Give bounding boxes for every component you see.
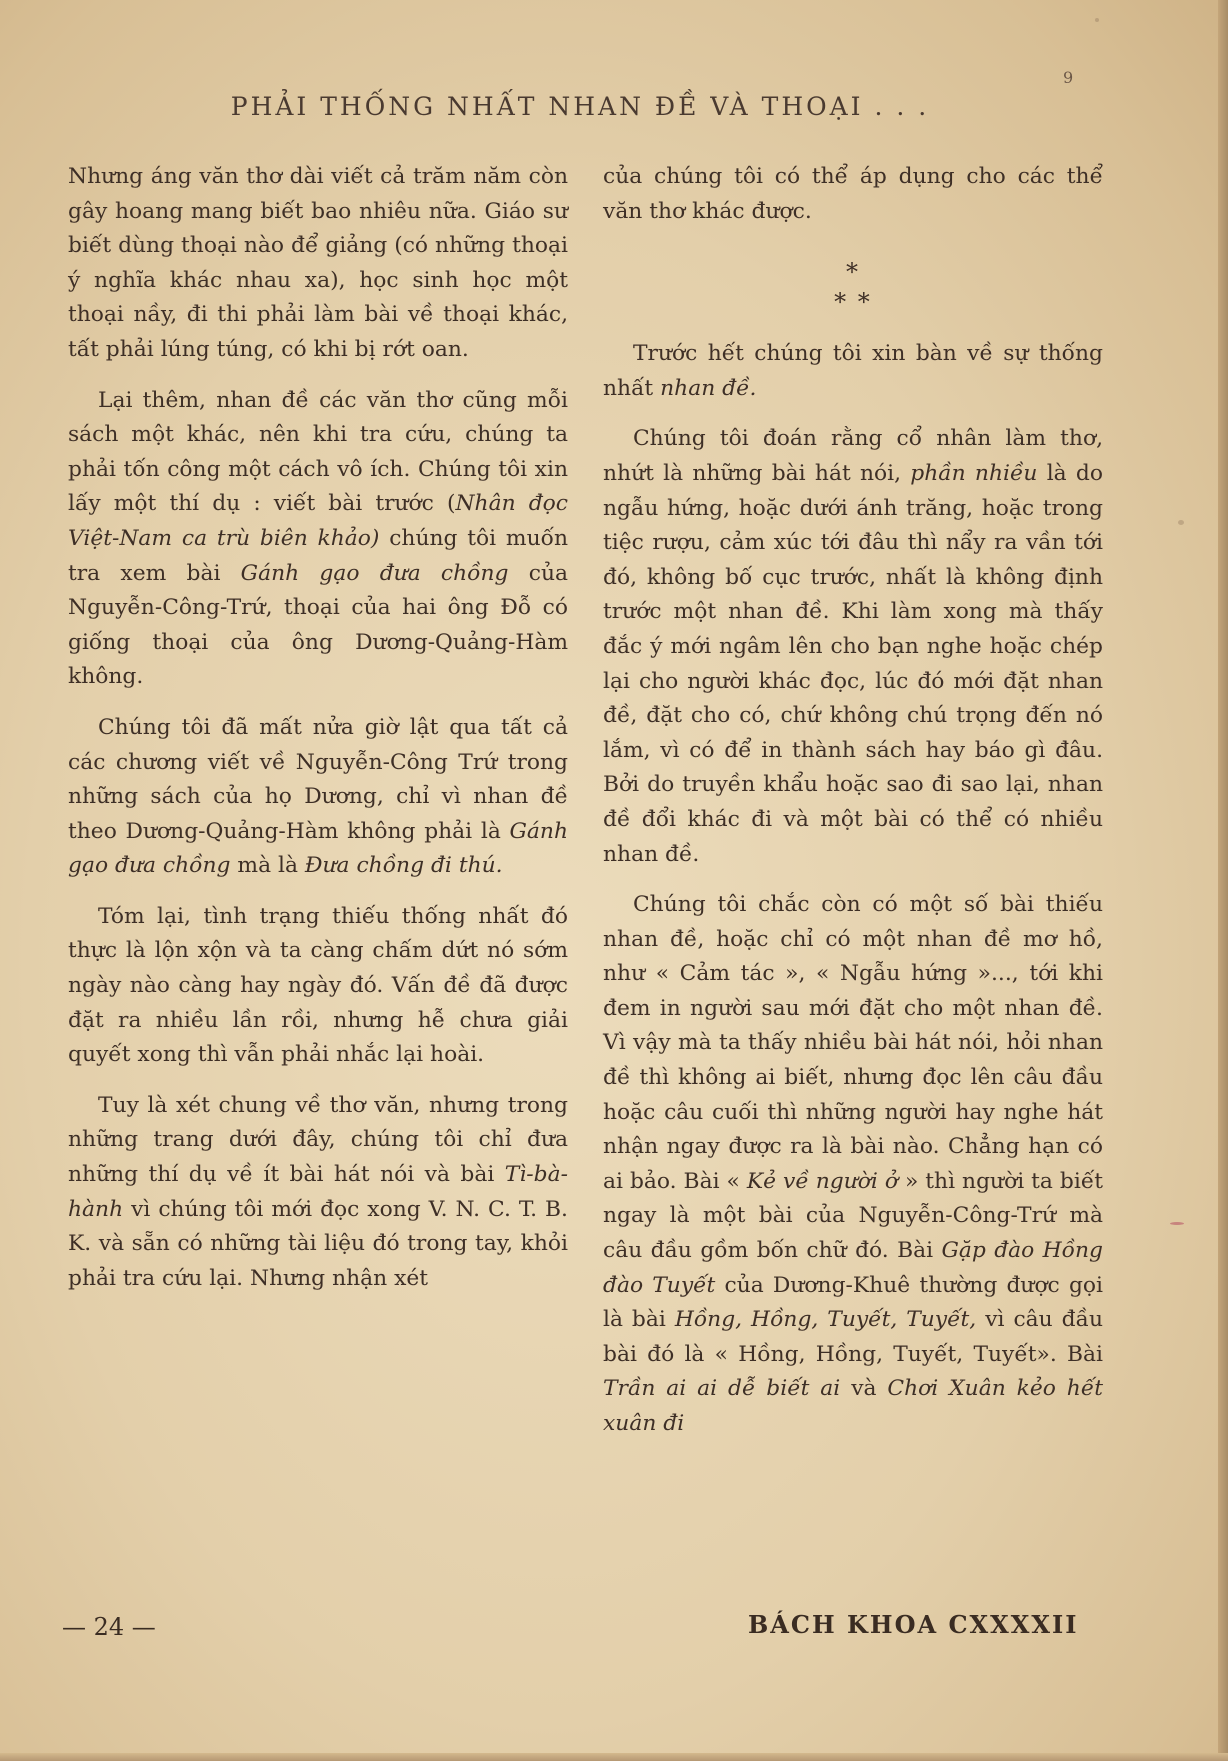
paragraph: Chúng tôi chắc còn có một số bài thiếu nhan đề, hoặc chỉ có một nhan đề mơ hồ, như « Cảm tác », « Ngẫu hứng »..., tới khi đem in người sau mới đặt cho một nhan đề. Vì vậy mà ta thấy nhiều bài hát nói, hỏi nhan đề thì không ai biết, nhưng đọc lên câu đầu hoặc câu cuối thì những người hay nghe hát nhận ngay được ra là bài nào. Chẳng hạn có ai bảo. Bài « Kẻ về người ở » thì người ta biết ngay là một bài của Nguyễn-Công-Trứ mà câu đầu gồm bốn chữ đó. Bài Gặp đào Hồng đào Tuyết của Dương-Khuê thường được gọi là bài Hồng, Hồng, Tuyết, Tuyết, vì câu đầu bài đó là « Hồng, Hồng, Tuyết, Tuyết». Bài Trần ai ai dễ biết ai và Chơi Xuân kẻo hết xuân đi [603,892,1104,1436]
paragraph: Tóm lại, tình trạng thiếu thống nhất đó thực là lộn xộn và ta càng chấm dứt nó sớm ngày nào càng hay ngày đó. Vấn đề đã được đặt ra nhiều lần rồi, nhưng hễ chưa giải quyết xong thì vẫn phải nhắc lại hoài. [68,903,568,1068]
top-mark: 9 [1063,68,1074,87]
page-bottom-edge [0,1753,1228,1761]
poem-title: Gặp đào Hồng đào Tuyết [603,1238,1104,1298]
paragraph: Tuy là xét chung về thơ văn, nhưng trong những trang dưới đây, chúng tôi chỉ đưa những thí dụ về ít bài hát nói và bài Tì-bà-hành vì chúng tôi mới đọc xong V. N. C. T. B. K. và sẵn có những tài liệu đó trong tay, khỏi phải tra cứu lại. Nhưng nhận xét [68,1092,568,1291]
book-title: Nhân đọc Việt-Nam ca trù biên khảo) [68,491,569,551]
poem-title: Trần ai ai dễ biết ai [603,1376,841,1402]
poem-title: Hồng, Hồng, Tuyết, Tuyết, [674,1307,977,1333]
paragraph: của chúng tôi có thể áp dụng cho các thể văn thơ khác được. [603,164,1103,224]
publication-name: BÁCH KHOA CXXXXII [748,1610,1079,1639]
paragraph: Trước hết chúng tôi xin bàn về sự thống nhất nhan đề. [603,341,1103,401]
poem-title: Đưa chồng đi thú. [304,853,503,879]
paper-speck [1170,1222,1184,1225]
right-column [603,160,1103,1458]
page-edge-shadow [1218,0,1228,1761]
section-dinkus: * * * [834,258,872,317]
paper-speck [1095,18,1099,22]
running-title: PHẢI THỐNG NHẤT NHAN ĐỀ VÀ THOẠI . . . [230,92,930,121]
poem-title: Gánh gạo đưa chồng [68,818,568,879]
paragraph: Chúng tôi đã mất nửa giờ lật qua tất cả các chương viết về Nguyễn-Công Trứ trong những sách của họ Dương, chỉ vì nhan đề theo Dương-Quảng-Hàm không phải là Gánh gạo đưa chồng mà là Đưa chồng đi thú. [68,714,568,879]
poem-title: Chơi Xuân kẻo hết xuân đi [603,1376,1103,1436]
left-column [68,160,568,1312]
paragraph: Nhưng áng văn thơ dài viết cả trăm năm còn gây hoang mang biết bao nhiêu nữa. Giáo sư biết dùng thoại nào để giảng (có những thoại ý nghĩa khác nhau xa), học sinh học một thoại nầy, đi thi phải làm bài về thoại khác, tất phải lúng túng, có khi bị rớt oan. [68,164,568,362]
poem-title: Tì-bà-hành [68,1162,568,1222]
paper-speck [1178,520,1184,525]
paragraph: Chúng tôi đoán rằng cổ nhân làm thơ, nhứt là những bài hát nói, phần nhiều là do ngẫu hứng, hoặc dưới ánh trăng, hoặc trong tiệc rượu, cảm xúc tới đâu thì nẩy ra vần tới đó, không bố cục trước, nhất là không định trước một nhan đề. Khi làm xong mà thấy đắc ý mới ngâm lên cho bạn nghe hoặc chép lại cho người khác đọc, lúc đó mới đặt nhan đề, đặt cho có, chứ không chú trọng đến nó lắm, vì có để in thành sách hay báo gì đâu. Bởi do truyền khẩu hoặc sao đi sao lại, nhan đề đổi khác đi và một bài có thể có nhiều nhan đề. [603,426,1104,867]
poem-title: Kẻ về người ở [746,1168,898,1194]
poem-title: Gánh gạo đưa chồng [240,560,509,586]
page-number: — 24 — [62,1613,156,1641]
paragraph: Lại thêm, nhan đề các văn thơ cũng mỗi sách một khác, nên khi tra cứu, chúng ta phải tốn công một cách vô ích. Chúng tôi xin lấy một thí dụ : viết bài trước (Nhân đọc Việt-Nam ca trù biên khảo) chúng tôi muốn tra xem bài Gánh gạo đưa chồng của Nguyễn-Công-Trứ, thoại của hai ông Đỗ có giống thoại của ông Dương-Quảng-Hàm không. [68,387,569,690]
